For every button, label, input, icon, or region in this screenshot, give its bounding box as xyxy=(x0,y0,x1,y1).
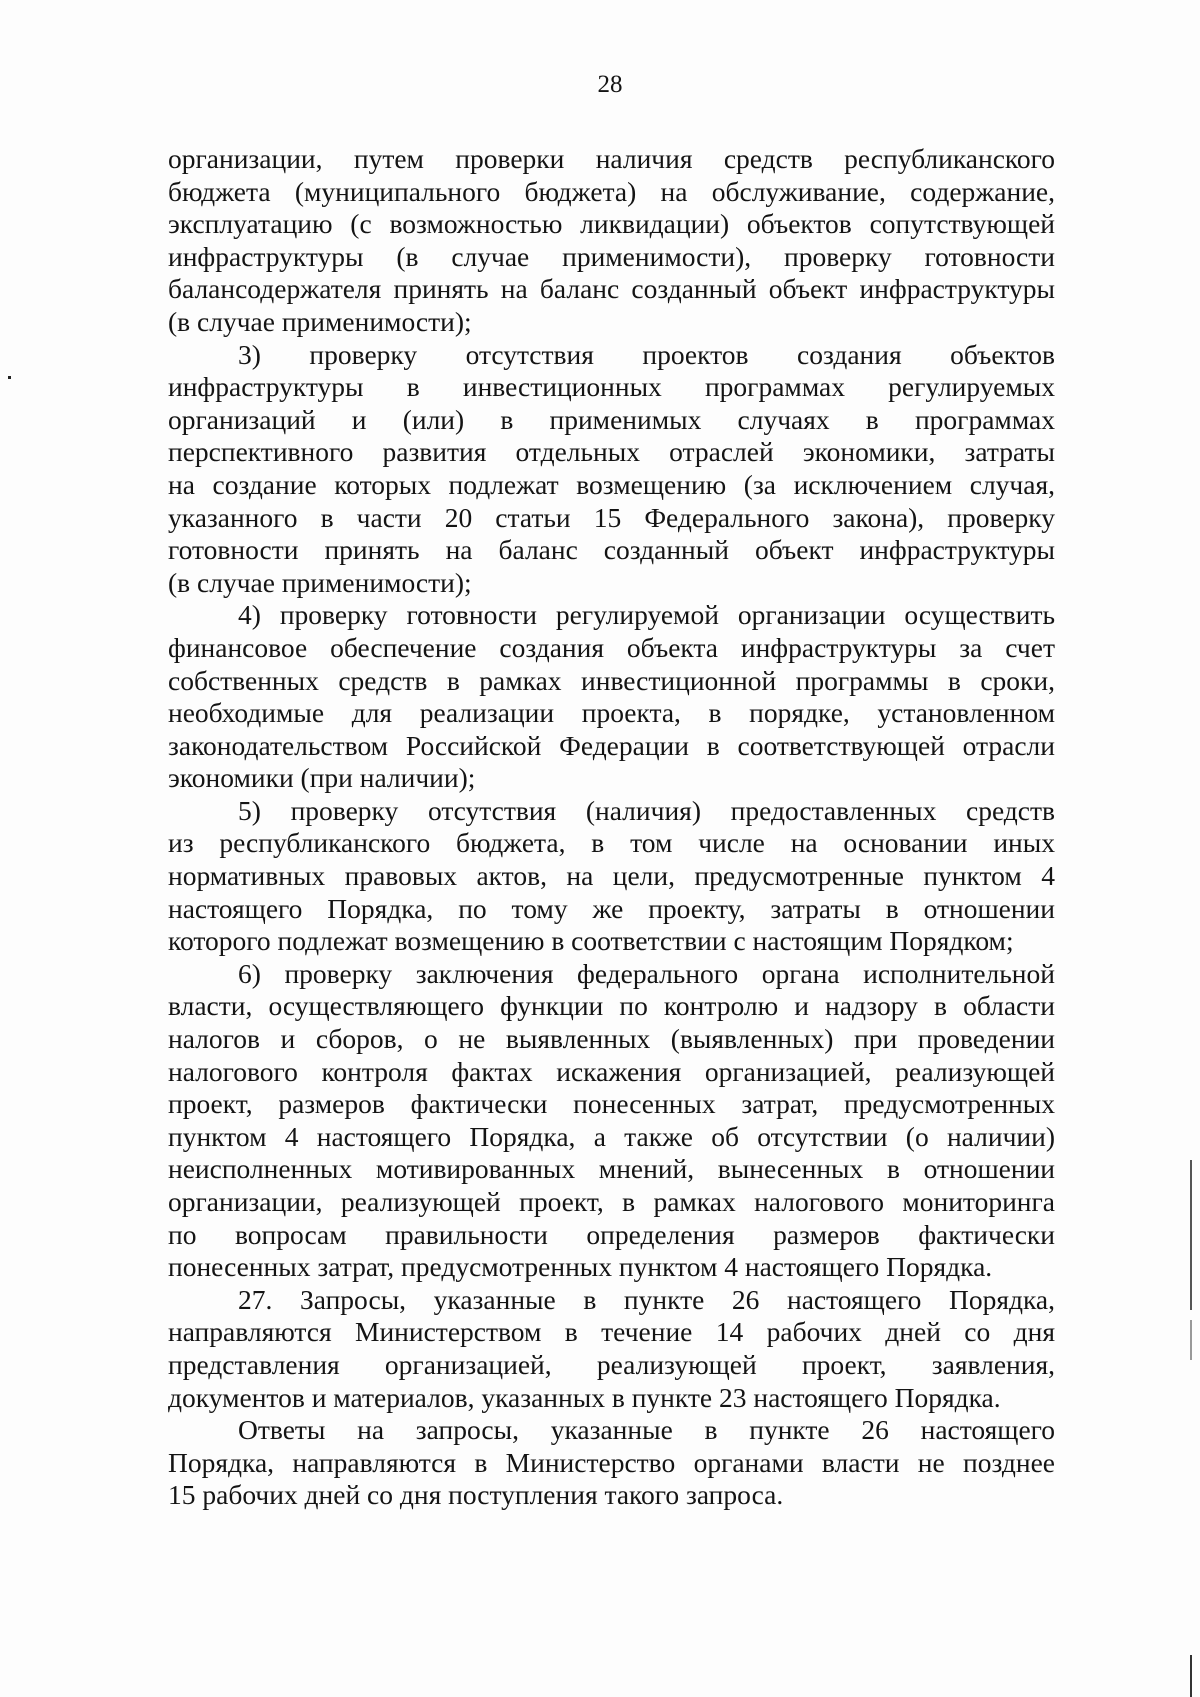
text-line: бюджета (муниципального бюджета) на обслуживание, содержание, xyxy=(168,175,1055,207)
text-line: Ответы на запросы, указанные в пункте 26 настоящего xyxy=(238,1414,1055,1446)
text-line: 6) проверку заключения федерального органа исполнительной xyxy=(238,957,1055,989)
text-line: (в случае применимости); xyxy=(168,566,472,598)
text-line: готовности принять на баланс созданный объект инфраструктуры xyxy=(168,534,1055,566)
paragraph xyxy=(168,339,1055,600)
text-line: представления организацией, реализующей проект, заявления, xyxy=(168,1348,1055,1380)
text-line: инфраструктуры (в случае применимости), проверку готовности xyxy=(168,240,1055,272)
paragraph xyxy=(168,1414,1055,1512)
text-line: эксплуатацию (с возможностью ликвидации) объектов сопутствующей xyxy=(168,208,1055,240)
paragraph xyxy=(168,1284,1055,1414)
text-line: по вопросам правильности определения размеров фактически xyxy=(168,1218,1055,1250)
text-line: перспективного развития отдельных отраслей экономики, затраты xyxy=(168,436,1055,468)
text-line: организации, путем проверки наличия средств республиканского xyxy=(168,143,1055,174)
text-line: инфраструктуры в инвестиционных программах регулируемых xyxy=(168,371,1055,403)
text-line: финансовое обеспечение создания объекта инфраструктуры за счет xyxy=(168,631,1055,663)
paragraph xyxy=(168,599,1055,795)
text-line: организаций и (или) в применимых случаях в программах xyxy=(168,403,1055,435)
text-line: на создание которых подлежат возмещению (за исключением случая, xyxy=(168,468,1055,500)
paragraph xyxy=(168,795,1055,958)
text-line: организации, реализующей проект, в рамках налогового мониторинга xyxy=(168,1186,1055,1217)
document-body xyxy=(168,143,1055,1512)
text-line: экономики (при наличии); xyxy=(168,762,476,794)
text-line: балансодержателя принять на баланс созданный объект инфраструктуры xyxy=(168,273,1055,305)
text-line: проект, размеров фактически понесенных затрат, предусмотренных xyxy=(168,1088,1055,1120)
text-line: направляются Министерством в течение 14 рабочих дней со дня xyxy=(168,1316,1055,1348)
text-line: из республиканского бюджета, в том числе на основании иных xyxy=(168,827,1055,859)
text-line: неисполненных мотивированных мнений, вынесенных в отношении xyxy=(168,1153,1055,1185)
text-line: необходимые для реализации проекта, в порядке, установленном xyxy=(168,697,1055,729)
text-line: понесенных затрат, предусмотренных пунктом 4 настоящего Порядка. xyxy=(168,1251,993,1283)
scan-artifact-right-edge-dash xyxy=(1190,1320,1192,1360)
paragraph xyxy=(168,958,1055,1284)
text-line: Порядка, направляются в Министерство органами власти не позднее xyxy=(168,1446,1055,1478)
paragraph xyxy=(168,143,1055,339)
text-line: (в случае применимости); xyxy=(168,305,472,337)
page-number: 28 xyxy=(597,71,623,98)
text-line: налогового контроля фактах искажения организацией, реализующей xyxy=(168,1055,1055,1087)
text-line: собственных средств в рамках инвестиционной программы в сроки, xyxy=(168,664,1055,696)
text-line: 5) проверку отсутствия (наличия) предоставленных средств xyxy=(238,794,1055,826)
text-line: 15 рабочих дней со дня поступления такого запроса. xyxy=(168,1479,784,1511)
text-line: документов и материалов, указанных в пункте 23 настоящего Порядка. xyxy=(168,1381,1001,1413)
text-line: указанного в части 20 статьи 15 Федерального закона), проверку xyxy=(168,501,1055,533)
text-line: 27. Запросы, указанные в пункте 26 настоящего Порядка, xyxy=(238,1283,1055,1315)
text-line: 4) проверку готовности регулируемой организации осуществить xyxy=(238,599,1055,631)
text-line: 3) проверку отсутствия проектов создания объектов xyxy=(238,338,1055,370)
text-line: налогов и сборов, о не выявленных (выявленных) при проведении xyxy=(168,1023,1055,1055)
text-line: пунктом 4 настоящего Порядка, а также об отсутствии (о наличии) xyxy=(168,1120,1055,1152)
text-line: которого подлежат возмещению в соответствии с настоящим Порядком; xyxy=(168,925,1014,957)
text-line: законодательством Российской Федерации в соответствующей отрасли xyxy=(168,729,1055,761)
text-line: нормативных правовых актов, на цели, предусмотренные пунктом 4 xyxy=(168,860,1055,892)
text-line: настоящего Порядка, по тому же проекту, затраты в отношении xyxy=(168,892,1055,924)
scan-artifact-right-edge xyxy=(1190,1160,1192,1310)
scan-artifact-right-bottom xyxy=(1190,1655,1192,1697)
text-line: власти, осуществляющего функции по контролю и надзору в области xyxy=(168,990,1055,1022)
scan-artifact-left-dot xyxy=(8,376,11,379)
